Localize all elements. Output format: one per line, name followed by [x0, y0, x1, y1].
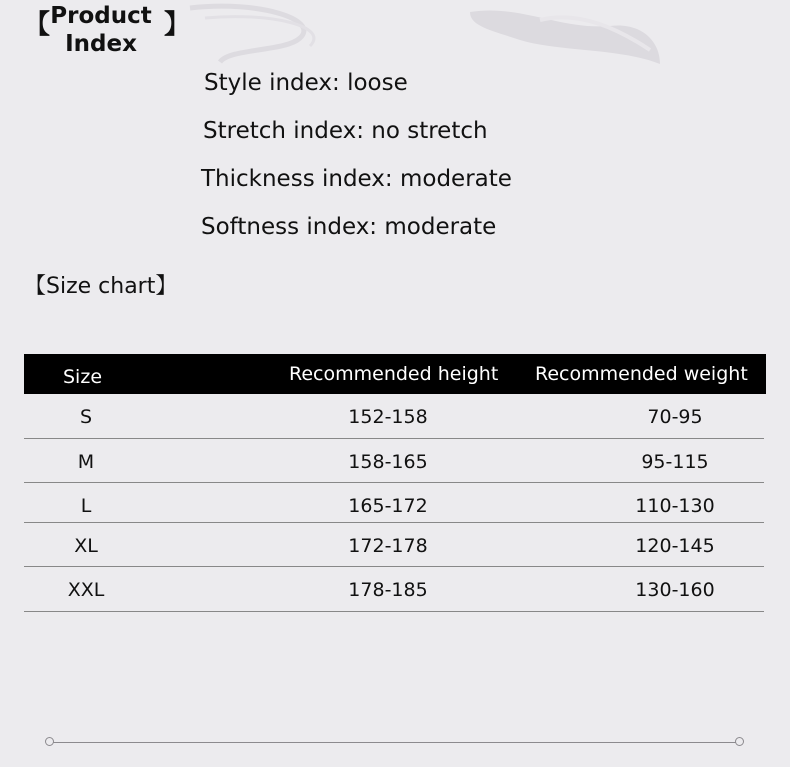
divider-right-dot-icon: [735, 737, 744, 746]
left-bracket: 【: [24, 10, 51, 40]
footer-divider: [50, 742, 740, 743]
weight-cell: 95-115: [641, 451, 709, 473]
column-size: Size: [63, 366, 103, 388]
divider-left-dot-icon: [45, 737, 54, 746]
thickness-index: Thickness index: moderate: [201, 166, 512, 192]
height-cell: 178-185: [348, 579, 428, 601]
size-table-header: [24, 354, 766, 394]
column-height: Recommended height: [289, 363, 499, 385]
table-row: [24, 394, 764, 439]
column-weight: Recommended weight: [535, 363, 748, 385]
softness-index: Softness index: moderate: [201, 214, 497, 240]
table-row: [24, 523, 764, 567]
size-cell: XXL: [67, 579, 105, 601]
product-index-title: Product Index: [50, 3, 152, 57]
product-index-heading: [24, 2, 191, 60]
weight-cell: 70-95: [647, 406, 703, 428]
size-cell: XL: [74, 535, 98, 557]
size-table: [24, 354, 766, 612]
table-row: [24, 567, 764, 612]
weight-cell: 130-160: [635, 579, 715, 601]
right-bracket: 】: [164, 10, 191, 40]
height-cell: 158-165: [348, 451, 428, 473]
size-chart-heading: 【Size chart】: [24, 274, 178, 299]
weight-cell: 110-130: [635, 495, 715, 517]
table-row: [24, 483, 764, 523]
height-cell: 152-158: [348, 406, 428, 428]
stretch-index: Stretch index: no stretch: [203, 118, 488, 144]
height-cell: 172-178: [348, 535, 428, 557]
size-cell: S: [79, 406, 93, 428]
height-cell: 165-172: [348, 495, 428, 517]
size-cell: L: [80, 495, 92, 517]
table-row: [24, 439, 764, 483]
size-cell: M: [77, 451, 95, 473]
weight-cell: 120-145: [635, 535, 715, 557]
style-index: Style index: loose: [204, 70, 408, 96]
